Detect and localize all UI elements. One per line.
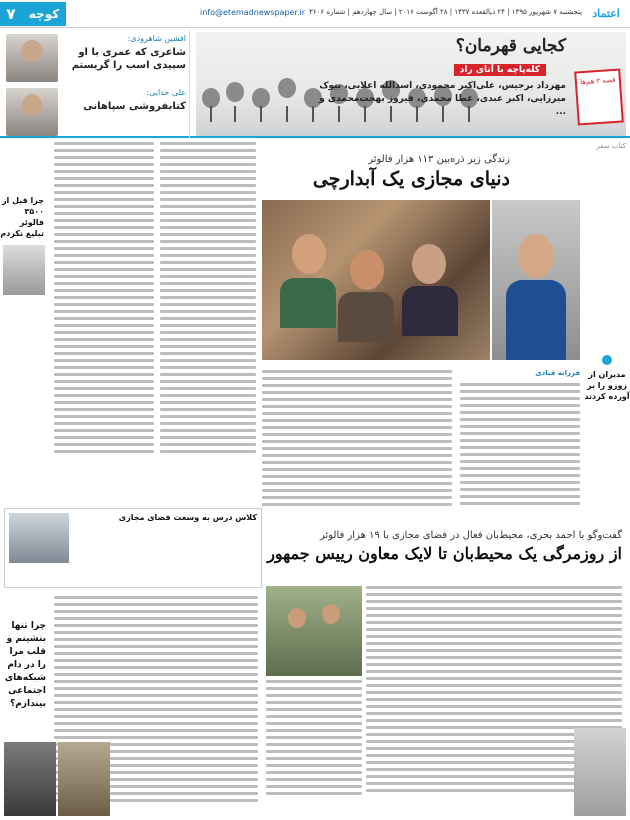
promo-strip	[0, 30, 630, 138]
column-title: کتابفروشی سپاهانی	[83, 101, 186, 112]
news-box[interactable]	[4, 508, 262, 588]
article-body-column	[460, 370, 580, 520]
article-headline[interactable]: دنیای مجازی یک آبدارچی	[312, 168, 510, 190]
promo-feature[interactable]	[196, 32, 626, 136]
newspaper-logo: اعتماد	[592, 7, 620, 20]
quote-bubble-icon	[602, 355, 612, 365]
promo-text: مهرداد برجیس، علی‌اکبر محمودی، اسدالله اعلایی، بیوک میرزایی، اکبر عبدی، عطا محمدی، فیروز بهجت‌محمدی و ...	[319, 81, 566, 117]
pull-quote: چرا تنها بنشینم و قلب مرا را در دام شبکه‌های اجتماعی بیندازم؟	[4, 621, 46, 709]
sidebar-title[interactable]: چرا قبل از ۳۵۰۰ فالوئر تبلیغ نکردم	[0, 196, 44, 238]
section-tag[interactable]: کوچه	[22, 2, 66, 26]
article-body-column	[54, 142, 154, 502]
columnist-photo	[6, 34, 58, 82]
page-number: ۷	[0, 2, 22, 26]
article-kicker: زندگی زیر ذره‌بین ۱۱۳ هزار فالوئر	[368, 154, 510, 165]
promo-stamp: قصه ۲ هم‌ها	[574, 68, 624, 125]
bottom-right-photo	[574, 728, 626, 816]
column-title: شاعری که عمری با او سپیدی اسب را گریستم	[71, 47, 186, 71]
article-photo-side	[492, 200, 580, 360]
section-label: کتاب سفر	[596, 142, 626, 150]
article-body-column	[160, 142, 256, 502]
columns-panel	[0, 30, 190, 138]
article-body-column	[262, 370, 452, 520]
dateline: پنجشنبه ۷ شهریور ۱۳۹۵ | ۲۴ ذیالقعده ۱۴۳۷ | ۲۸ آگوست ۲۰۱۶ | سال چهاردهم | شماره ۳۶۰۶	[309, 8, 582, 16]
columnist-photo	[6, 88, 58, 136]
promo-title: کجایی قهرمان؟	[455, 36, 566, 56]
article-headline[interactable]: از روزمرگی یک محیط‌بان تا لایک معاون رییس جمهور	[267, 544, 622, 563]
news-box-photo	[9, 513, 69, 563]
columnist-byline: علی خدایی:	[146, 88, 186, 97]
portrait-photo	[58, 742, 110, 816]
news-box-title: کلاس درس به وسعت فضای مجازی	[118, 513, 257, 522]
portrait-photo	[4, 742, 56, 816]
article-photo	[262, 200, 490, 360]
site-url[interactable]: info@etemadnewspaper.ir	[200, 8, 306, 17]
main-article	[0, 142, 630, 522]
top-bar	[0, 0, 630, 28]
article-byline: فرزانه قبادی	[535, 370, 580, 377]
article-kicker: گفت‌وگو با احمد بحری، محیط‌بان فعال در فضای مجازی با ۱۹ هزار فالوئر	[319, 530, 622, 541]
right-sidebar	[584, 355, 630, 475]
promo-kicker: کله‌پاچه با آتای راد	[454, 64, 546, 76]
article-body-column	[266, 680, 362, 816]
left-sidebar	[0, 195, 48, 535]
column-item[interactable]	[4, 32, 190, 84]
article-photo	[266, 586, 362, 676]
columnist-byline: افشین شاهرودی:	[127, 34, 186, 43]
sidebar-title[interactable]: مدیران از زوزو را بر آورده کردند	[584, 370, 630, 401]
column-item[interactable]	[4, 86, 190, 138]
sidebar-photo	[3, 245, 45, 295]
